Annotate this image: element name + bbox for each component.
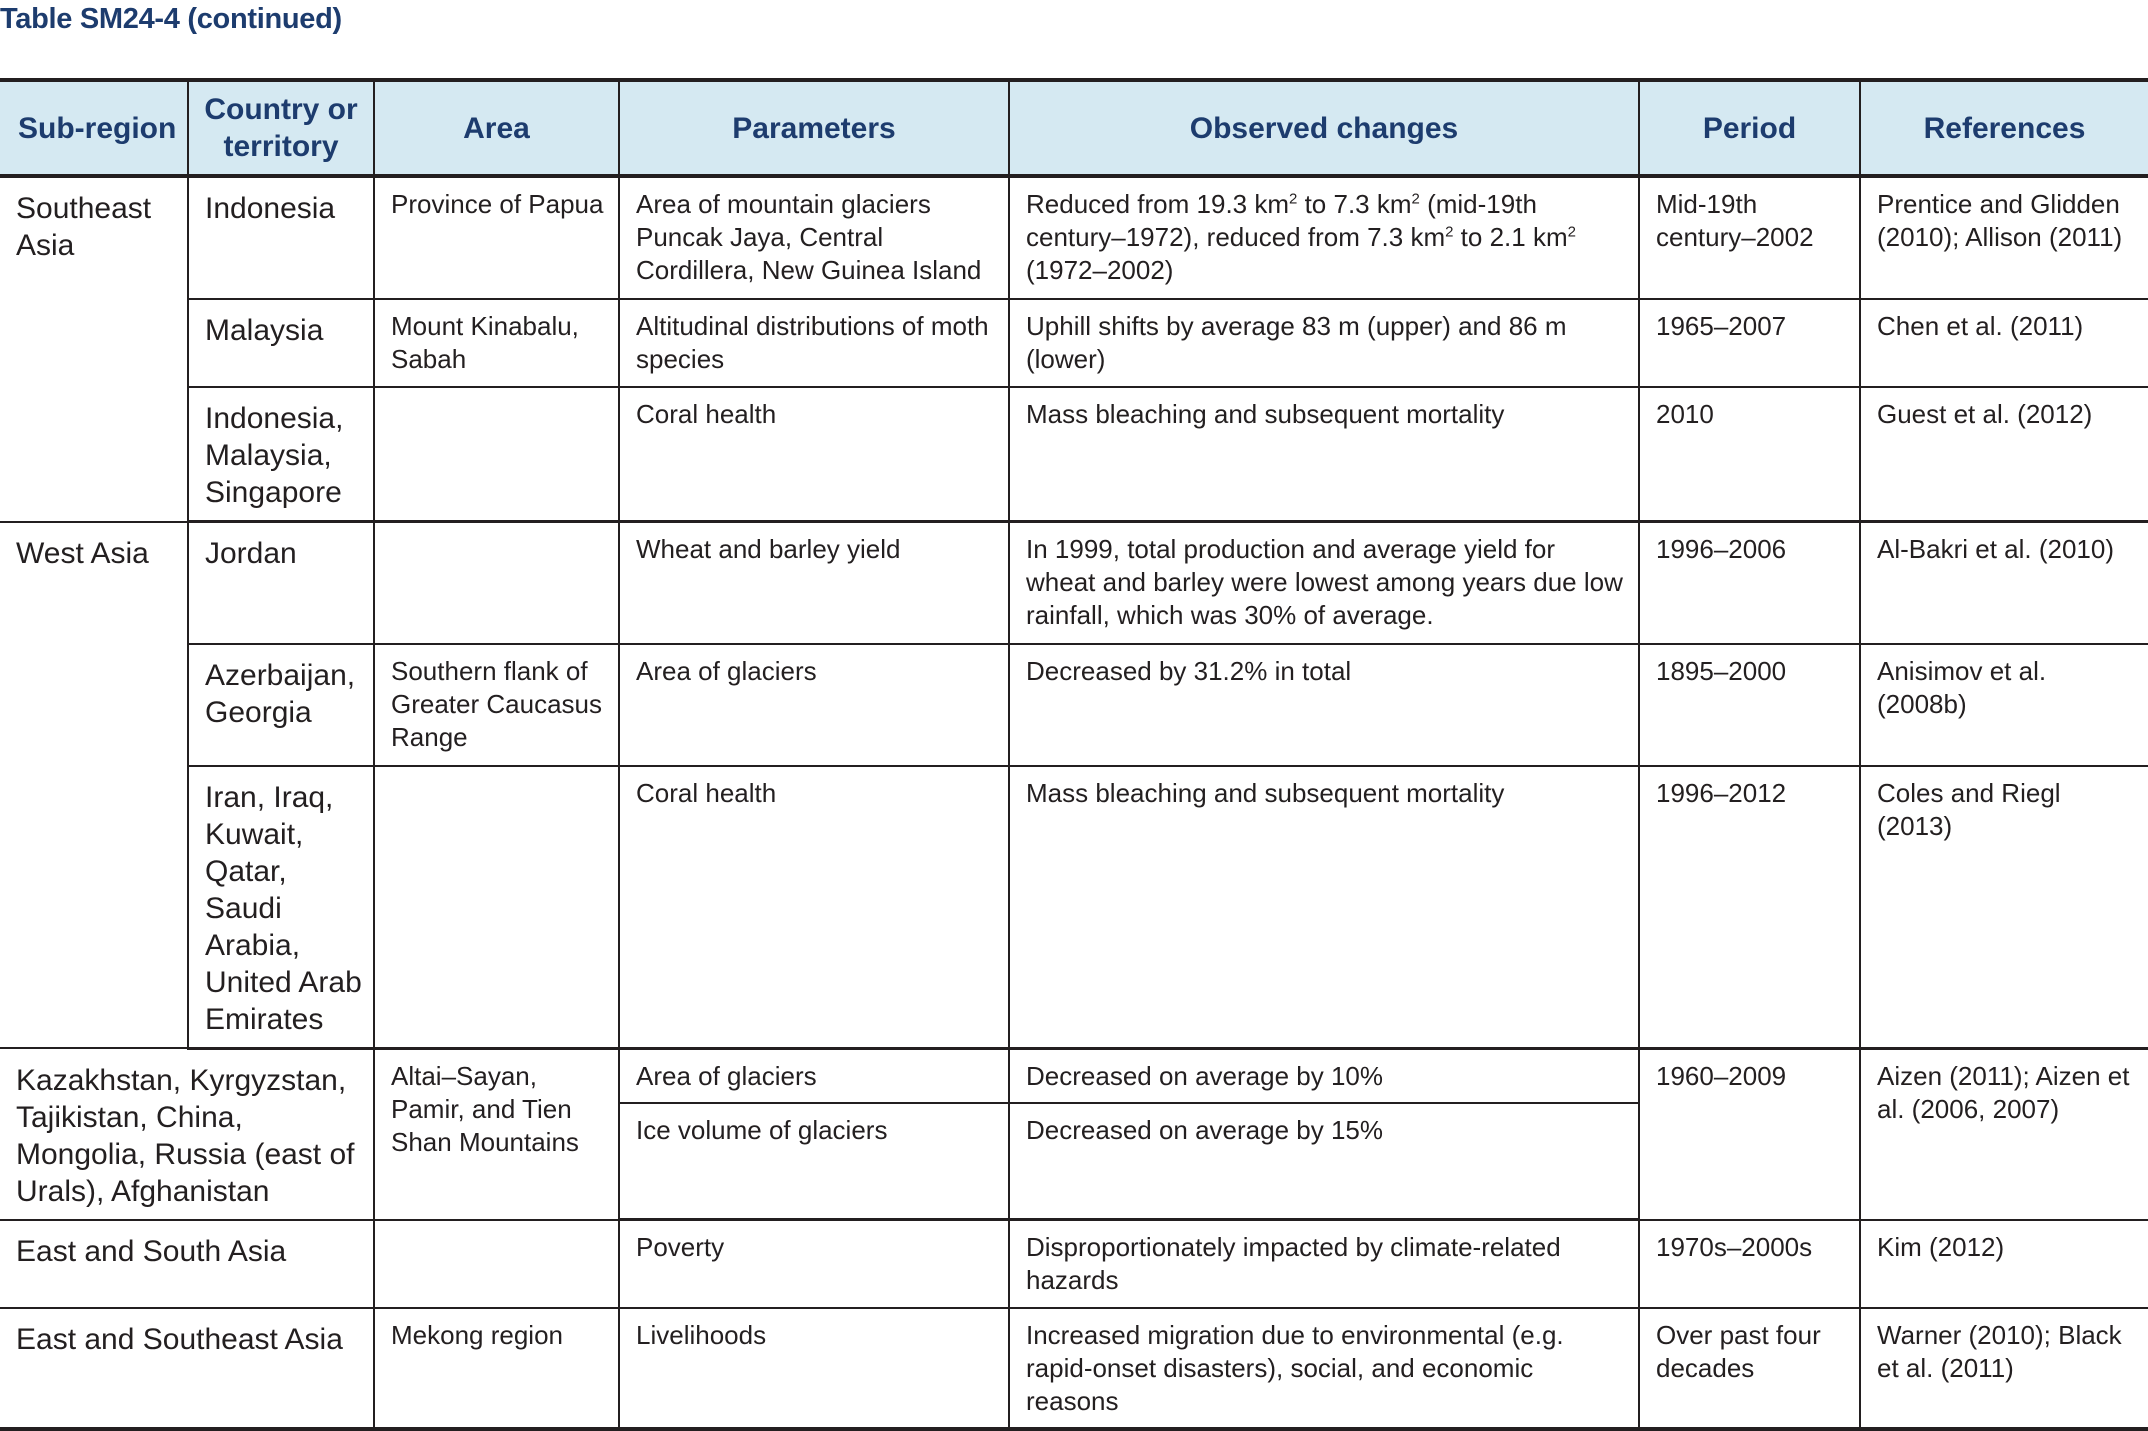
cell-references: Prentice and Glidden (2010); Allison (2011) <box>1860 176 2148 299</box>
cell-period: 2010 <box>1639 387 1860 522</box>
cell-area <box>374 387 619 522</box>
cell-sub-region: Kazakhstan, Kyrgyzstan, Tajikistan, China, Mongolia, Russia (east of Urals), Afghanistan <box>0 1048 374 1220</box>
header-observed-changes: Observed changes <box>1009 80 1639 176</box>
cell-area: Mekong region <box>374 1308 619 1429</box>
cell-references: Warner (2010); Black et al. (2011) <box>1860 1308 2148 1429</box>
text-part: to 2.1 km <box>1453 222 1568 252</box>
cell-period: 1895–2000 <box>1639 644 1860 766</box>
text-part: (1972–2002) <box>1026 255 1174 285</box>
cell-period: Mid-19th century–2002 <box>1639 176 1860 299</box>
cell-parameters: Ice volume of glaciers <box>619 1103 1009 1219</box>
cell-references: Al-Bakri et al. (2010) <box>1860 522 2148 644</box>
cell-country: Jordan <box>188 522 374 644</box>
cell-observed-changes <box>1009 176 1639 299</box>
text-part: Reduced from 19.3 km <box>1026 189 1290 219</box>
cell-parameters: Wheat and barley yield <box>619 522 1009 644</box>
cell-references: Chen et al. (2011) <box>1860 299 2148 387</box>
cell-sub-region: West Asia <box>0 522 188 1049</box>
cell-parameters: Area of glaciers <box>619 1048 1009 1103</box>
cell-parameters: Area of glaciers <box>619 644 1009 766</box>
cell-area <box>374 1220 619 1308</box>
cell-country: Indonesia <box>188 176 374 299</box>
cell-references: Coles and Riegl (2013) <box>1860 766 2148 1049</box>
cell-sub-region: East and South Asia <box>0 1220 374 1308</box>
table-row <box>0 644 2148 766</box>
cell-observed-changes: Disproportionately impacted by climate-related hazards <box>1009 1220 1639 1308</box>
cell-area: Province of Papua <box>374 176 619 299</box>
cell-parameters: Coral health <box>619 387 1009 522</box>
cell-observed-changes: In 1999, total production and average yield for wheat and barley were lowest among years due low rainfall, which was 30% of average. <box>1009 522 1639 644</box>
cell-country: Malaysia <box>188 299 374 387</box>
header-period: Period <box>1639 80 1860 176</box>
cell-observed-changes: Increased migration due to environmental (e.g. rapid-onset disasters), social, and economic reasons <box>1009 1308 1639 1429</box>
superscript: 2 <box>1445 223 1454 241</box>
cell-period: 1996–2006 <box>1639 522 1860 644</box>
cell-parameters: Livelihoods <box>619 1308 1009 1429</box>
header-references: References <box>1860 80 2148 176</box>
table-row <box>0 176 2148 299</box>
cell-area: Southern flank of Greater Caucasus Range <box>374 644 619 766</box>
observed-changes-table <box>0 78 2148 1431</box>
cell-references: Anisimov et al. (2008b) <box>1860 644 2148 766</box>
table-title: Table SM24-4 (continued) <box>0 3 342 35</box>
cell-country: Azerbaijan, Georgia <box>188 644 374 766</box>
header-area: Area <box>374 80 619 176</box>
table-row <box>0 299 2148 387</box>
superscript: 2 <box>1411 190 1420 208</box>
cell-observed-changes: Uphill shifts by average 83 m (upper) and 86 m (lower) <box>1009 299 1639 387</box>
header-country: Country or territory <box>188 80 374 176</box>
cell-period: 1960–2009 <box>1639 1048 1860 1220</box>
header-row <box>0 80 2148 176</box>
cell-period: 1970s–2000s <box>1639 1220 1860 1308</box>
table-row <box>0 1048 2148 1103</box>
cell-area <box>374 766 619 1049</box>
cell-parameters: Altitudinal distributions of moth species <box>619 299 1009 387</box>
cell-observed-changes: Mass bleaching and subsequent mortality <box>1009 766 1639 1049</box>
cell-period: Over past four decades <box>1639 1308 1860 1429</box>
cell-observed-changes: Decreased by 31.2% in total <box>1009 644 1639 766</box>
cell-references: Guest et al. (2012) <box>1860 387 2148 522</box>
cell-observed-changes: Mass bleaching and subsequent mortality <box>1009 387 1639 522</box>
superscript: 2 <box>1567 223 1576 241</box>
table-row <box>0 1220 2148 1308</box>
cell-parameters: Poverty <box>619 1220 1009 1308</box>
cell-period: 1965–2007 <box>1639 299 1860 387</box>
superscript: 2 <box>1289 190 1298 208</box>
cell-sub-region: Southeast Asia <box>0 176 188 522</box>
cell-area: Altai–Sayan, Pamir, and Tien Shan Mountains <box>374 1048 619 1220</box>
header-parameters: Parameters <box>619 80 1009 176</box>
cell-references: Aizen (2011); Aizen et al. (2006, 2007) <box>1860 1048 2148 1220</box>
header-sub-region: Sub-region <box>0 80 188 176</box>
cell-parameters: Area of mountain glaciers Puncak Jaya, Central Cordillera, New Guinea Island <box>619 176 1009 299</box>
table-row <box>0 1308 2148 1429</box>
table-row <box>0 522 2148 644</box>
cell-observed-changes: Decreased on average by 15% <box>1009 1103 1639 1219</box>
cell-area <box>374 522 619 644</box>
cell-sub-region: East and Southeast Asia <box>0 1308 374 1429</box>
cell-period: 1996–2012 <box>1639 766 1860 1049</box>
text-part: (mid-19th century–1972), reduced from 7.3 km <box>1026 189 1537 252</box>
cell-parameters: Coral health <box>619 766 1009 1049</box>
text-part: to 7.3 km <box>1297 189 1412 219</box>
table-row <box>0 766 2148 1049</box>
cell-references: Kim (2012) <box>1860 1220 2148 1308</box>
cell-country: Iran, Iraq, Kuwait, Qatar, Saudi Arabia, United Arab Emirates <box>188 766 374 1049</box>
cell-area: Mount Kinabalu, Sabah <box>374 299 619 387</box>
cell-observed-changes: Decreased on average by 10% <box>1009 1048 1639 1103</box>
cell-country: Indonesia, Malaysia, Singapore <box>188 387 374 522</box>
table-row <box>0 387 2148 522</box>
